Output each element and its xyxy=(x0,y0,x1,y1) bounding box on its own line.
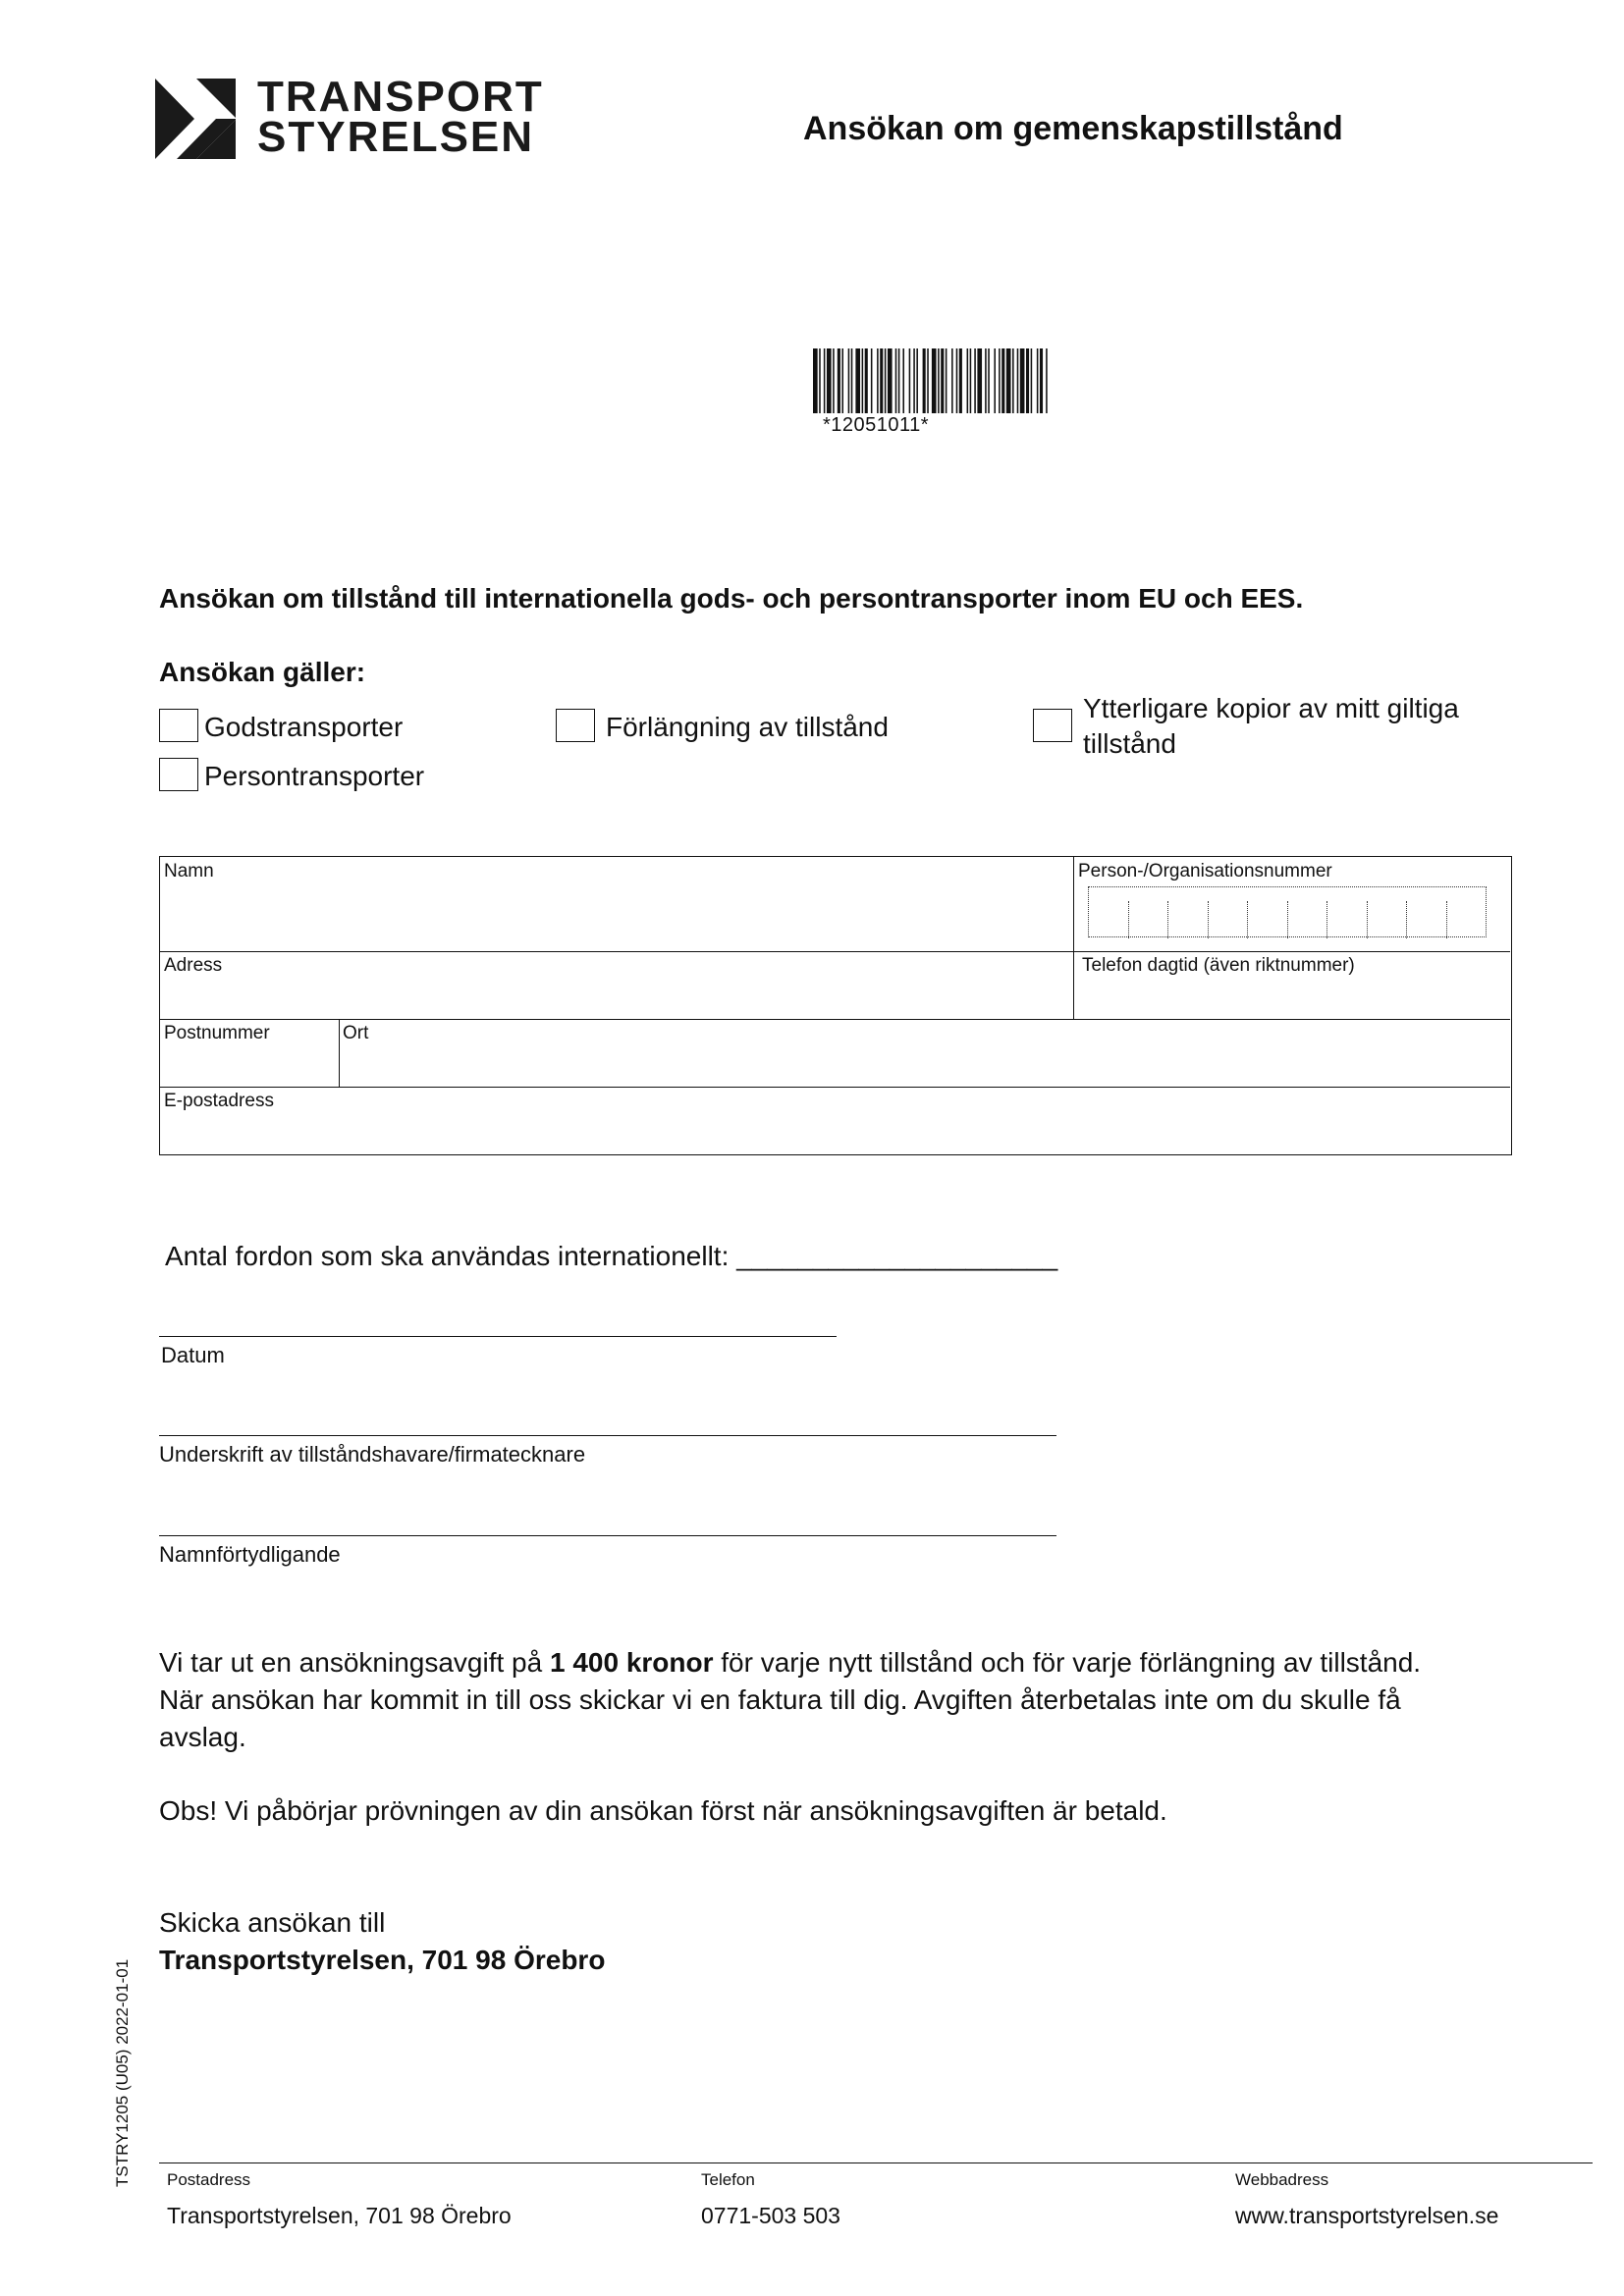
barcode-bar xyxy=(851,348,853,413)
extra-copies-label-line-2: tillstånd xyxy=(1083,728,1176,759)
passenger-transport-checkbox[interactable] xyxy=(159,758,198,791)
name-field[interactable] xyxy=(166,892,1064,941)
fee-line-2: När ansökan har kommit in till oss skickar vi en faktura till dig. Avgiften återbetalas inte om du skulle få xyxy=(159,1684,1401,1715)
barcode-bar xyxy=(848,348,850,413)
org-number-digit[interactable] xyxy=(1288,901,1328,938)
barcode-bar xyxy=(824,348,826,413)
org-number-digit[interactable] xyxy=(1327,901,1368,938)
barcode-bar xyxy=(913,348,915,413)
barcode-bar xyxy=(932,348,937,413)
barcode xyxy=(813,348,1253,413)
applicant-details-table xyxy=(159,856,1512,1155)
city-label: Ort xyxy=(343,1023,369,1043)
barcode-bar xyxy=(1031,348,1033,413)
extra-copies-label-line-1: Ytterligare kopior av mitt giltiga xyxy=(1083,693,1459,723)
renewal-label: Förlängning av tillstånd xyxy=(606,712,889,742)
extra-copies-checkbox[interactable] xyxy=(1033,709,1072,742)
barcode-bar xyxy=(841,348,843,413)
date-line[interactable] xyxy=(159,1336,837,1337)
agency-logo xyxy=(155,73,544,161)
barcode-bar xyxy=(895,348,897,413)
barcode-bar xyxy=(871,348,873,413)
footer-web-address[interactable]: www.transportstyrelsen.se xyxy=(1235,2203,1499,2228)
logo-line-1: TRANSPORT xyxy=(257,73,544,121)
barcode-bar xyxy=(855,348,860,413)
phone-cell xyxy=(1073,951,1510,1019)
barcode-bar xyxy=(1026,348,1029,413)
phone-label: Telefon dagtid (även riktnummer) xyxy=(1082,955,1355,976)
fee-line-1 xyxy=(159,1644,1421,1682)
extra-copies-label xyxy=(1083,691,1459,762)
postcode-label: Postnummer xyxy=(164,1023,270,1043)
barcode-bar xyxy=(865,348,868,413)
barcode-bar xyxy=(941,348,944,413)
form-subtitle: Ansökan om tillstånd till internationella gods- och persontransporter inom EU och EES. xyxy=(159,583,1304,614)
date-label: Datum xyxy=(161,1343,225,1367)
barcode-bar xyxy=(827,348,832,413)
passenger-transport-label: Persontransporter xyxy=(204,761,425,791)
logo-line-2: STYRELSEN xyxy=(257,113,535,161)
barcode-bar xyxy=(988,348,990,413)
fee-line-1-end: för varje nytt tillstånd och för varje förlängning av tillstånd. xyxy=(713,1647,1422,1678)
barcode-bar xyxy=(888,348,893,413)
barcode-bar xyxy=(1001,348,1004,413)
postcode-field[interactable] xyxy=(166,1050,333,1084)
barcode-bar xyxy=(970,348,972,413)
barcode-bar xyxy=(938,348,940,413)
address-field[interactable] xyxy=(166,983,1064,1016)
signature-line[interactable] xyxy=(159,1435,1056,1436)
barcode-bar xyxy=(923,348,926,413)
barcode-bar xyxy=(838,348,840,413)
org-number-label: Person-/Organisationsnummer xyxy=(1078,861,1332,881)
org-number-digit[interactable] xyxy=(1407,901,1447,938)
name-label: Namn xyxy=(164,861,214,881)
barcode-bar xyxy=(877,348,879,413)
barcode-bar xyxy=(974,348,976,413)
payment-note: Obs! Vi påbörjar prövningen av din ansökan först när ansökningsavgiften är betald. xyxy=(159,1795,1167,1826)
barcode-bar xyxy=(1006,348,1011,413)
footer-phone-number: 0771-503 503 xyxy=(701,2203,840,2228)
renewal-checkbox[interactable] xyxy=(556,709,595,742)
barcode-bar xyxy=(916,348,918,413)
logo-mark-icon xyxy=(155,79,236,159)
barcode-bar xyxy=(1037,348,1039,413)
send-to-address: Transportstyrelsen, 701 98 Örebro xyxy=(159,1945,606,1975)
applies-to-label: Ansökan gäller: xyxy=(159,657,366,687)
city-field[interactable] xyxy=(345,1050,1503,1084)
barcode-bar xyxy=(977,348,982,413)
barcode-bar xyxy=(956,348,958,413)
barcode-bar xyxy=(1017,348,1019,413)
org-number-digit[interactable] xyxy=(1248,901,1288,938)
barcode-bar xyxy=(946,348,947,413)
barcode-bar xyxy=(985,348,987,413)
name-clarification-label: Namnförtydligande xyxy=(159,1542,341,1567)
fee-line-3: avslag. xyxy=(159,1722,246,1752)
barcode-bar xyxy=(994,348,996,413)
org-number-digit[interactable] xyxy=(1368,901,1408,938)
postcode-cell xyxy=(160,1019,339,1087)
barcode-bar xyxy=(833,348,835,413)
barcode-bar xyxy=(1020,348,1025,413)
name-clarification-line[interactable] xyxy=(159,1535,1056,1536)
org-number-digit[interactable] xyxy=(1129,901,1169,938)
address-label: Adress xyxy=(164,955,223,976)
fee-amount: 1 400 kronor xyxy=(549,1647,714,1678)
barcode-bar xyxy=(1012,348,1014,413)
org-number-input[interactable] xyxy=(1088,886,1487,937)
form-title: Ansökan om gemenskapstillstånd xyxy=(803,110,1343,147)
barcode-bar xyxy=(951,348,953,413)
name-cell xyxy=(160,857,1073,951)
barcode-bar xyxy=(909,348,911,413)
barcode-bar xyxy=(880,348,883,413)
org-number-digit[interactable] xyxy=(1447,901,1487,938)
barcode-bar xyxy=(999,348,1001,413)
barcode-bar xyxy=(967,348,969,413)
barcode-bar xyxy=(902,348,904,413)
barcode-bar xyxy=(898,348,900,413)
barcode-bar xyxy=(819,348,821,413)
org-number-digit[interactable] xyxy=(1168,901,1209,938)
barcode-bar xyxy=(1040,348,1043,413)
org-number-digit[interactable] xyxy=(1209,901,1249,938)
goods-transport-label: Godstransporter xyxy=(204,712,404,742)
barcode-bar xyxy=(927,348,929,413)
barcode-bar xyxy=(862,348,864,413)
phone-field[interactable] xyxy=(1082,983,1504,1016)
email-label: E-postadress xyxy=(164,1091,274,1111)
logo-wordmark xyxy=(257,73,544,161)
send-to-label: Skicka ansökan till xyxy=(159,1907,386,1938)
footer-postal-address: Transportstyrelsen, 701 98 Örebro xyxy=(167,2203,512,2228)
address-cell xyxy=(160,951,1073,1019)
city-cell xyxy=(339,1019,1510,1087)
goods-transport-checkbox[interactable] xyxy=(159,709,198,742)
email-field[interactable] xyxy=(166,1118,1501,1151)
barcode-number: *12051011* xyxy=(823,414,930,436)
barcode-bar xyxy=(1046,348,1048,413)
org-number-digit[interactable] xyxy=(1089,901,1129,938)
footer-phone-label: Telefon xyxy=(701,2170,755,2189)
email-cell xyxy=(160,1087,1510,1153)
barcode-bar xyxy=(813,348,818,413)
fee-line-1-start: Vi tar ut en ansökningsavgift på xyxy=(159,1647,550,1678)
barcode-bar xyxy=(885,348,887,413)
footer-postal-label: Postadress xyxy=(167,2170,251,2189)
barcode-bar xyxy=(959,348,962,413)
signature-label: Underskrift av tillståndshavare/firmatecknare xyxy=(159,1442,586,1467)
footer-web-label: Webbadress xyxy=(1235,2170,1329,2189)
form-code: TSTRY1205 (U05) 2022-01-01 xyxy=(113,1958,132,2187)
fee-paragraph xyxy=(159,1644,1421,1756)
vehicle-count-field[interactable]: Antal fordon som ska användas internationellt: _____________________ xyxy=(165,1241,1058,1271)
